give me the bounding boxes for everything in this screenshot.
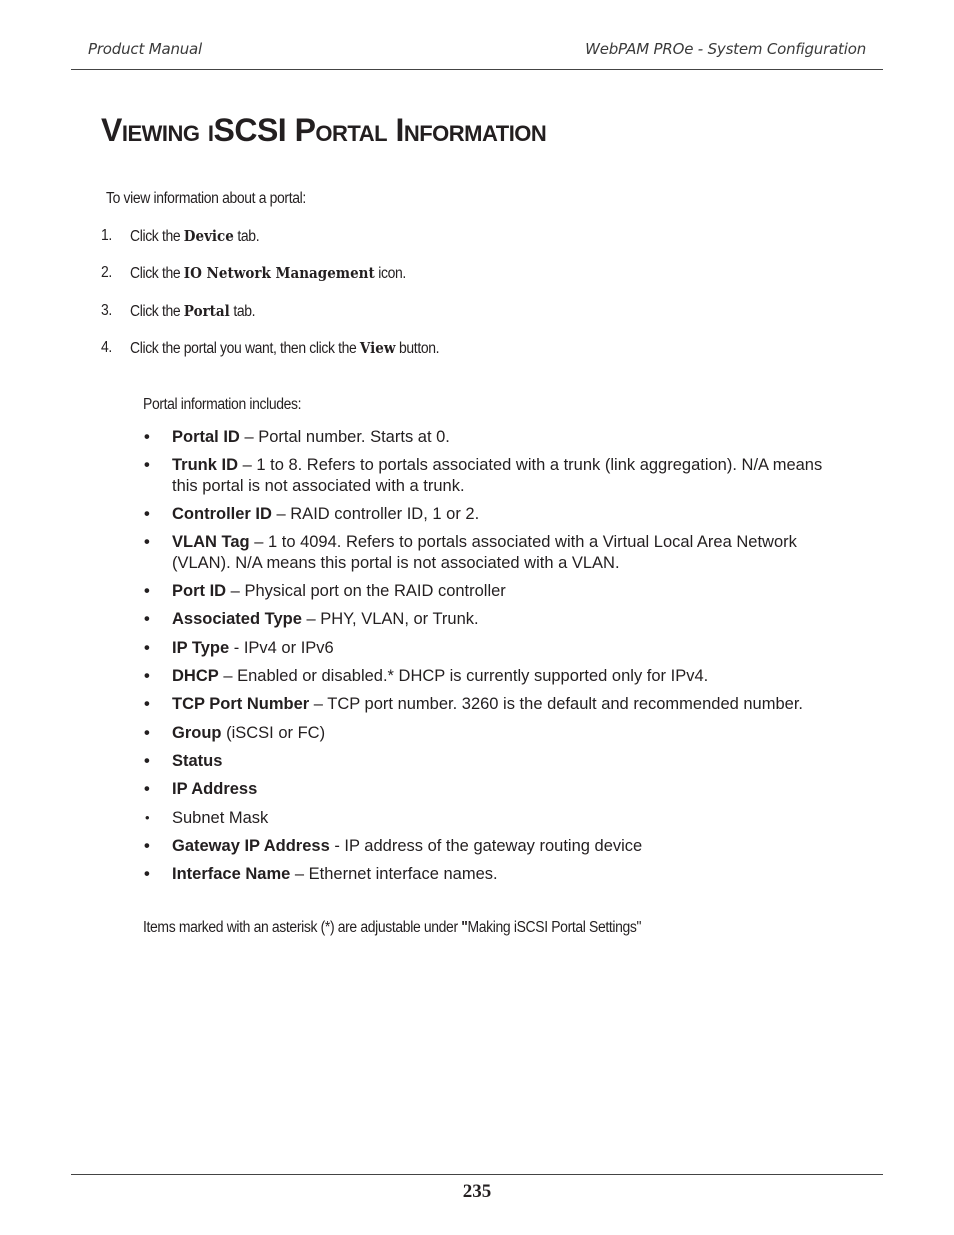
note-pre: Items marked with an asterisk (*) are adjustable under — [143, 919, 462, 936]
step-list — [101, 227, 474, 376]
field-name: Interface Name — [172, 865, 291, 884]
field-description: (iSCSI or FC) — [221, 723, 326, 742]
step-number: 2. — [101, 264, 112, 282]
list-item — [143, 427, 843, 448]
bullet: • — [144, 582, 150, 601]
field-name: Port ID — [172, 582, 227, 601]
includes-label: Portal information includes: — [143, 396, 302, 413]
field-description: – Portal number. Starts at 0. — [239, 428, 450, 446]
field-description: – Enabled or disabled.* DHCP is currently supported only for IPv4. — [218, 667, 709, 686]
field-description: - IPv4 or IPv6 — [229, 638, 334, 657]
list-item — [143, 751, 843, 772]
bullet: • — [144, 610, 150, 629]
footnote — [143, 919, 696, 937]
field-description: – PHY, VLAN, or Trunk. — [301, 610, 479, 629]
bullet: • — [144, 723, 150, 742]
bullet: • — [144, 638, 150, 657]
field-description: – 1 to 4094. Refers to portals associated with a Virtual Local Area Network (VLAN). N/A means this portal is not associated with a VLAN. — [172, 533, 797, 572]
step-item — [101, 227, 474, 264]
field-name: IP Type — [172, 638, 230, 657]
step-item — [101, 264, 474, 301]
page-title: Viewing iSCSI Portal Information — [101, 112, 547, 148]
list-item — [143, 638, 843, 659]
step-text: Click the portal you want, then click the View button. — [130, 338, 440, 357]
ui-term: Portal — [183, 301, 230, 320]
step-number: 4. — [101, 338, 112, 356]
footer-rule — [71, 1174, 883, 1175]
step-text: Click the Device tab. — [130, 227, 260, 245]
field-name: Group — [172, 723, 222, 742]
ui-term: Device — [183, 227, 234, 245]
list-item — [143, 532, 843, 573]
running-header-left: Product Manual — [88, 40, 203, 58]
field-name: Gateway IP Address — [172, 836, 330, 855]
list-item — [143, 723, 843, 744]
list-item — [143, 666, 843, 687]
step-item — [101, 302, 474, 339]
field-description: – Physical port on the RAID controller — [226, 582, 506, 601]
list-item — [143, 609, 843, 630]
field-description: - IP address of the gateway routing device — [329, 836, 643, 855]
bullet: • — [144, 667, 150, 686]
field-description: – Ethernet interface names. — [290, 865, 498, 884]
bullet: • — [144, 780, 150, 799]
field-name: Portal ID — [172, 428, 240, 446]
step-text: Click the Portal tab. — [130, 301, 256, 320]
ui-term: View — [359, 338, 396, 357]
field-description: – RAID controller ID, 1 or 2. — [271, 505, 480, 524]
bullet: • — [144, 865, 150, 884]
list-item — [143, 864, 843, 885]
page-number: 235 — [462, 1181, 492, 1202]
field-description: – 1 to 8. Refers to portals associated with a trunk (link aggregation). N/A means this portal is not associated with a trunk. — [172, 456, 823, 495]
field-name: Trunk ID — [172, 456, 239, 475]
list-item — [143, 504, 843, 525]
field-name: Controller ID — [172, 505, 272, 524]
bullet: • — [144, 505, 150, 524]
list-item — [143, 455, 843, 496]
list-item — [143, 808, 843, 829]
note-quote: " — [461, 919, 468, 936]
step-item — [101, 339, 474, 376]
note-link-text: Making iSCSI Portal Settings" — [467, 919, 642, 936]
field-name: TCP Port Number — [172, 695, 310, 714]
field-description: – TCP port number. 3260 is the default and recommended number. — [309, 695, 803, 714]
field-description: Subnet Mask — [172, 808, 269, 827]
bullet: • — [144, 428, 150, 446]
bullet: • — [144, 456, 150, 475]
list-item — [143, 836, 843, 857]
bullet: • — [144, 836, 150, 855]
step-text: Click the IO Network Management icon. — [130, 264, 406, 283]
field-name: DHCP — [172, 667, 219, 686]
bullet: • — [144, 695, 150, 714]
intro-text: To view information about a portal: — [106, 190, 306, 207]
list-item — [143, 581, 843, 602]
bullet: • — [145, 809, 150, 825]
running-header-right: WebPAM PROe - System Configuration — [585, 40, 866, 58]
header-rule — [71, 69, 883, 70]
bullet: • — [144, 751, 150, 770]
list-item — [143, 694, 843, 715]
field-name: IP Address — [172, 780, 258, 799]
step-number: 1. — [101, 227, 112, 244]
ui-term: IO Network Management — [183, 264, 375, 283]
portal-info-list — [143, 427, 843, 892]
field-name: Associated Type — [172, 610, 302, 629]
list-item — [143, 779, 843, 800]
field-name: Status — [172, 751, 223, 770]
field-name: VLAN Tag — [172, 533, 250, 552]
step-number: 3. — [101, 301, 112, 319]
bullet: • — [144, 533, 150, 552]
